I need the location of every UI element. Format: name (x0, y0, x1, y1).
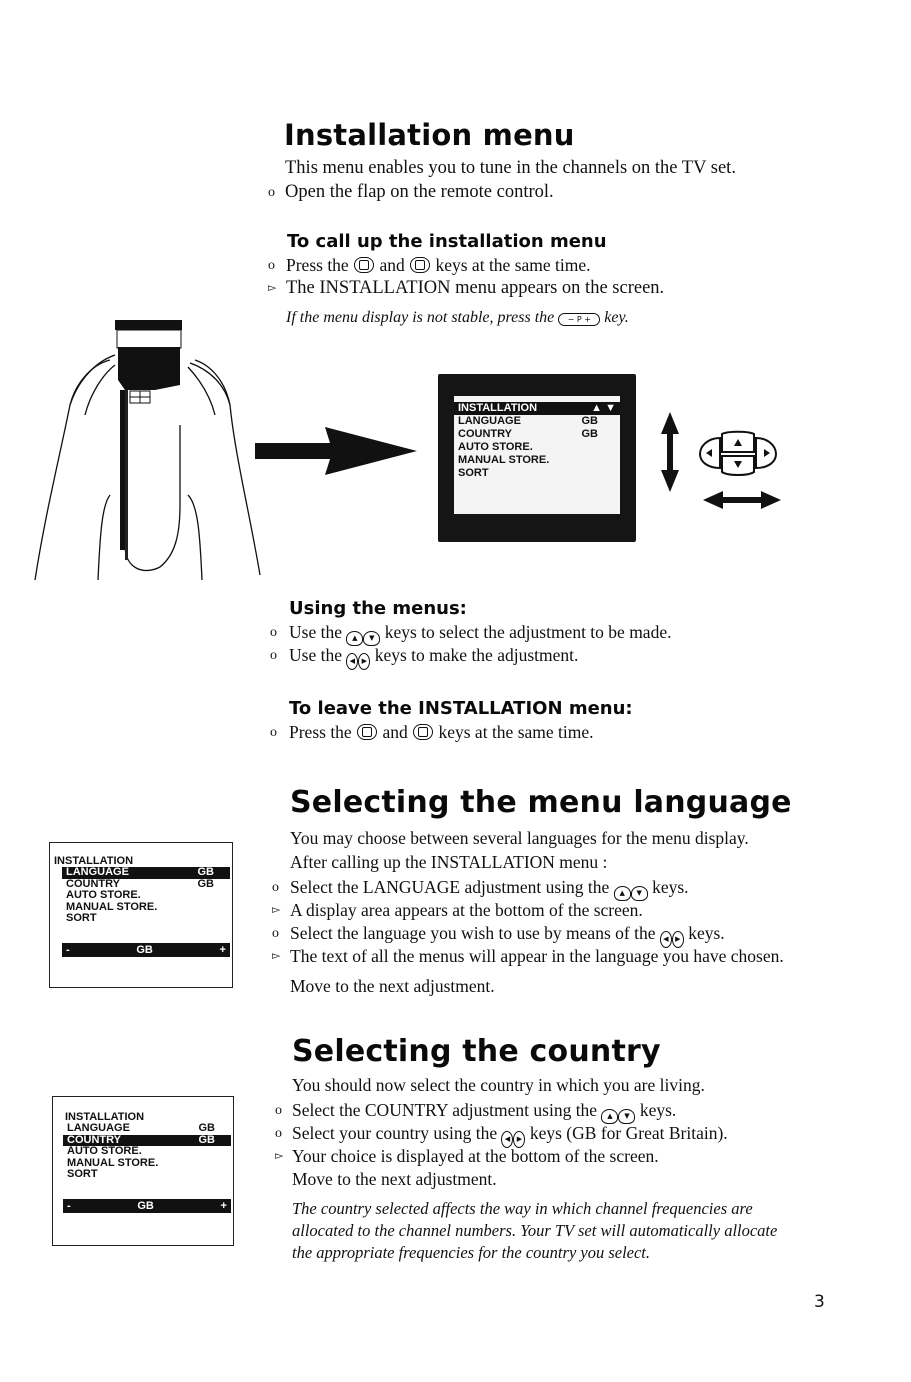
minus-icon: - (66, 943, 70, 956)
step-text: keys. (639, 1100, 677, 1120)
bullet-icon: o (268, 258, 275, 273)
bar-value: GB (136, 943, 153, 956)
language-step1 (290, 876, 689, 901)
step-text: Select the COUNTRY adjustment using the (292, 1100, 598, 1120)
tv-menu-title (454, 402, 620, 415)
heading-text: INSTALLATION (418, 698, 563, 719)
call-up-result: The INSTALLATION menu appears on the screen. (286, 278, 665, 298)
down-key-icon: ▼ (618, 1109, 635, 1124)
down-key-icon: ▼ (363, 631, 380, 646)
step-text: keys (GB for Great Britain). (529, 1123, 728, 1143)
bullet-icon: o (275, 1126, 282, 1141)
step-text: and (382, 722, 408, 742)
menu-key-icon (357, 724, 377, 740)
result-marker-icon: ▻ (272, 904, 281, 916)
page-number: 3 (814, 1292, 825, 1312)
country-next: Move to the next adjustment. (292, 1169, 497, 1189)
menu-item-label: LANGUAGE (66, 866, 129, 878)
leave-menu-heading (289, 698, 633, 719)
call-up-heading: To call up the installation menu (287, 231, 607, 252)
up-key-icon: ▲ (346, 631, 363, 646)
menu-item-label: SORT (458, 467, 489, 479)
menu-item-label: LANGUAGE (67, 1122, 130, 1134)
right-key-icon: ▶ (358, 653, 370, 670)
menu-item-label: AUTO STORE. (458, 441, 533, 453)
language-line2: After calling up the INSTALLATION menu : (290, 852, 608, 872)
tv-menu-item-manual-store (454, 454, 620, 467)
menu-item-label: SORT (66, 912, 97, 924)
tv-menu-item-auto-store (454, 441, 620, 454)
panel-item-language (63, 1123, 231, 1135)
language-result2: The text of all the menus will appear in the language you have chosen. (290, 946, 784, 966)
step-text: Press the (286, 255, 349, 275)
tv-menu (454, 396, 620, 480)
panel-item-auto-store (62, 890, 232, 902)
country-line1: You should now select the country in which you are living. (292, 1075, 705, 1095)
panel-title: INSTALLATION (65, 1111, 145, 1123)
up-key-icon: ▲ (614, 886, 631, 901)
menu-item-label: COUNTRY (67, 1133, 121, 1146)
result-marker-icon: ▻ (272, 950, 281, 962)
result-marker-icon: ▻ (268, 282, 277, 294)
menu-item-label: AUTO STORE. (67, 1145, 142, 1157)
menu-item-label: LANGUAGE (458, 415, 521, 427)
tv-menu-item-language (454, 415, 620, 428)
language-section-title: Selecting the menu language (290, 785, 792, 820)
step-text: keys at the same time. (438, 722, 594, 742)
note-text: If the menu display is not stable, press the (286, 309, 555, 326)
stability-note (286, 306, 629, 329)
menu-item-value: GB (197, 877, 214, 890)
country-menu-panel (52, 1096, 234, 1246)
minus-icon: - (67, 1199, 71, 1212)
bullet-icon: o (270, 625, 277, 640)
bullet-icon: o (268, 185, 275, 200)
step-text: keys to select the adjustment to be made. (384, 622, 672, 642)
using-step-adjust (289, 644, 578, 670)
country-step1 (292, 1099, 676, 1124)
tv-display (454, 396, 620, 514)
menu-item-value: GB (581, 428, 598, 440)
step-text: Use the (289, 622, 342, 642)
right-key-icon: ▶ (513, 1131, 525, 1148)
up-down-arrow-icon (660, 412, 680, 492)
tv-menu-item-sort (454, 467, 620, 480)
remote-control-in-hands-illustration (30, 305, 270, 590)
panel-item-sort (63, 1169, 233, 1181)
left-right-arrow-icon (703, 490, 781, 510)
language-value-bar (62, 943, 230, 957)
menu-item-value: GB (581, 415, 598, 427)
bullet-icon: o (270, 648, 277, 663)
heading-text: menu: (568, 698, 633, 719)
panel-title: INSTALLATION (54, 855, 134, 867)
up-key-icon: ▲ (601, 1109, 618, 1124)
program-key-icon: − P + (558, 313, 600, 326)
panel-item-auto-store (63, 1146, 233, 1158)
step-text: and (379, 255, 405, 275)
right-key-icon: ▶ (672, 931, 684, 948)
tv-screen-installation-menu (438, 374, 636, 542)
step-text: keys at the same time. (435, 255, 591, 275)
step-text: keys to make the adjustment. (374, 645, 579, 665)
panel-item-sort (62, 913, 232, 925)
step-text: Select the LANGUAGE adjustment using the (290, 877, 610, 897)
right-arrow-icon (255, 425, 420, 477)
step-text: Press the (289, 722, 352, 742)
plus-icon: + (219, 943, 226, 956)
step-text: keys. (688, 923, 725, 943)
heading-text: To leave the (289, 698, 412, 719)
language-next: Move to the next adjustment. (290, 976, 495, 996)
plus-icon: + (220, 1199, 227, 1212)
menu-item-label: SORT (67, 1168, 98, 1180)
menu-item-label: MANUAL STORE. (66, 900, 158, 913)
call-up-step (286, 254, 591, 277)
panel-item-language (62, 867, 230, 879)
bullet-icon: o (270, 725, 277, 740)
step-text: keys. (652, 877, 689, 897)
country-note-line1: The country selected affects the way in which channel frequencies are (292, 1199, 753, 1218)
up-down-arrows-icon: ▲ ▼ (591, 402, 616, 414)
language-menu-panel (49, 842, 233, 988)
left-key-icon: ◀ (660, 931, 672, 948)
country-note-line3: the appropriate frequencies for the country you select. (292, 1243, 651, 1262)
menu-item-label: COUNTRY (66, 877, 120, 890)
using-step-select (289, 621, 671, 646)
cursor-pad-icon (698, 430, 778, 478)
country-note-line2: allocated to the channel numbers. Your TV set will automatically allocate (292, 1221, 778, 1240)
menu-item-label: AUTO STORE. (66, 889, 141, 901)
step-text: Select your country using the (292, 1123, 498, 1143)
using-menus-heading: Using the menus: (289, 598, 467, 619)
menu-item-label: MANUAL STORE. (458, 454, 550, 466)
step-text: Use the (289, 645, 342, 665)
step-text: Select the language you wish to use by means of the (290, 923, 656, 943)
menu-item-label: COUNTRY (458, 428, 512, 440)
menu-item-value: GB (198, 1122, 215, 1134)
country-result1: Your choice is displayed at the bottom of the screen. (292, 1146, 659, 1166)
country-section-title: Selecting the country (292, 1034, 661, 1069)
installation-menu-title: Installation menu (284, 118, 575, 152)
installation-intro: This menu enables you to tune in the channels on the TV set. (285, 158, 736, 178)
bullet-icon: o (275, 1103, 282, 1118)
tv-key-icon (410, 257, 430, 273)
tv-key-icon (413, 724, 433, 740)
down-key-icon: ▼ (631, 886, 648, 901)
open-flap-step: Open the flap on the remote control. (285, 182, 554, 202)
bullet-icon: o (272, 926, 279, 941)
menu-key-icon (354, 257, 374, 273)
menu-item-value: GB (198, 1133, 215, 1146)
left-key-icon: ◀ (501, 1131, 513, 1148)
bullet-icon: o (272, 880, 279, 895)
result-marker-icon: ▻ (275, 1150, 284, 1162)
language-line1: You may choose between several languages for the menu display. (290, 828, 749, 848)
left-key-icon: ◀ (346, 653, 358, 670)
country-value-bar (63, 1199, 231, 1213)
menu-item-label: MANUAL STORE. (67, 1156, 159, 1169)
menu-item-value: GB (197, 866, 214, 878)
tv-menu-title-text: INSTALLATION (458, 402, 538, 414)
leave-step (289, 721, 594, 744)
bar-value: GB (137, 1199, 154, 1212)
note-text: key. (604, 309, 629, 326)
language-result1: A display area appears at the bottom of the screen. (290, 900, 643, 920)
tv-menu-item-country (454, 428, 620, 441)
